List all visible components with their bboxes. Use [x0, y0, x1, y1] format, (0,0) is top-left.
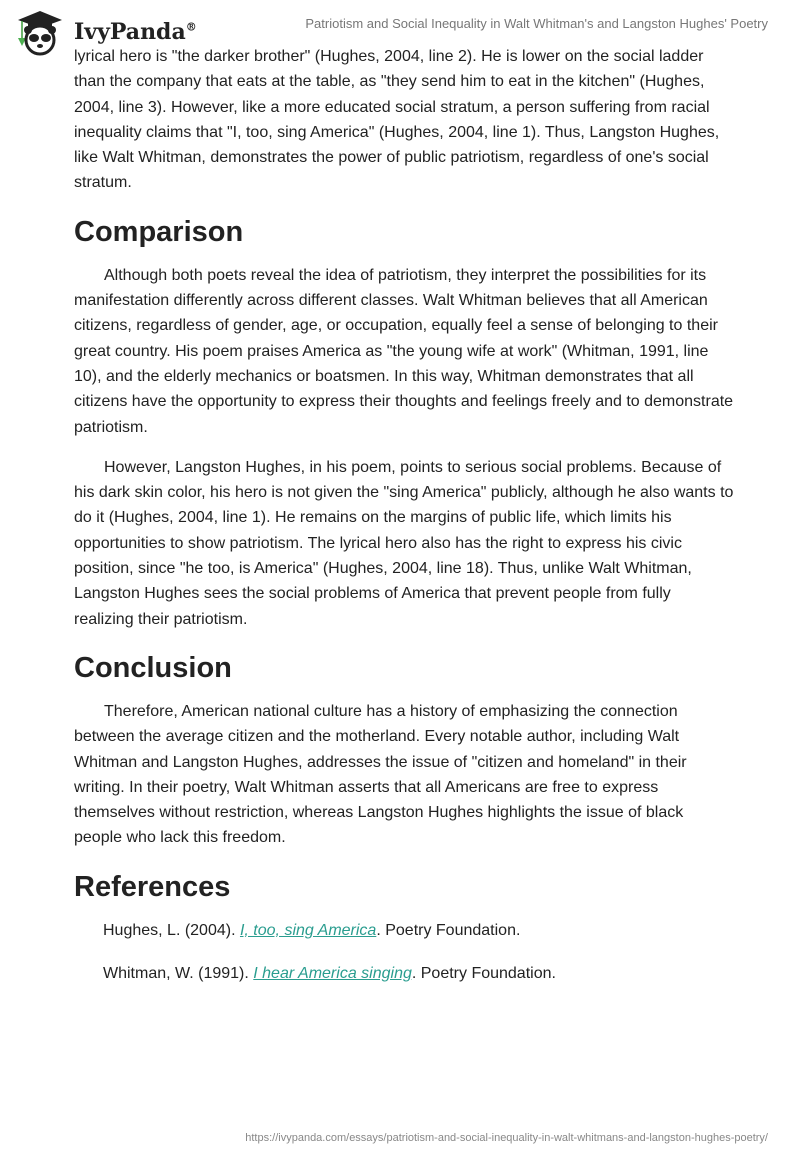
paragraph: Although both poets reveal the idea of patriotism, they interpret the possibilities for its manifestation differently across different classes. Walt Whitman believes that all American citizens, regardless of gender, age, or occupation, equally feel a sense of belonging to their great country. His poem praises America as "the young wife at work" (Whitman, 1991, line 10), and the elderly mechanics or boatsmen. In this way, Whitman demonstrates that all citizens have the opportunity to express their thoughts and feelings freely and to demonstrate patriotism.	[74, 266, 734, 436]
reference-link[interactable]: I, too, sing America	[239, 921, 377, 939]
essay-body	[74, 44, 734, 1004]
panda-graduate-icon	[14, 8, 66, 56]
reference-link[interactable]: I hear America singing	[253, 964, 412, 982]
paragraph: However, Langston Hughes, in his poem, points to serious social problems. Because of his dark skin color, his hero is not given the "sing America" publicly, although he also wants to do it (Hughes, 2004, line 1). He remains on the margins of public life, which limits his opportunities to show patriotism. The lyrical hero also has the right to express his civic position, since "he too, is America" (Hughes, 2004, line 18). Thus, unlike Walt Whitman, Langston Hughes sees the social problems of America that prevent people from fully realizing their patriotism.	[74, 458, 734, 628]
references-heading: References	[74, 870, 231, 903]
brand-name: IvyPanda®	[74, 19, 197, 45]
paragraph: Therefore, American national culture has a history of emphasizing the connection between the average citizen and the motherland. Every notable author, including Walt Whitman and Langston Hughes, addresses the issue of "citizen and homeland" in their writing. In their poetry, Walt Whitman asserts that all Americans are free to express themselves without restriction, whereas Langston Hughes highlights the issue of black people who lack this freedom.	[74, 702, 687, 847]
comparison-heading: Comparison	[74, 215, 244, 248]
conclusion-heading: Conclusion	[74, 651, 232, 684]
footer-url: https://ivypanda.com/essays/patriotism-and-social-inequality-in-walt-whitmans-and-langston-hughes-poetry/	[245, 1132, 768, 1144]
reference-item: Hughes, L. (2004). I, too, sing America. Poetry Foundation.	[103, 921, 521, 939]
intro-paragraph: lyrical hero is "the darker brother" (Hughes, 2004, line 2). He is lower on the social ladder than the company that eats at the table, as "they send him to eat in the kitchen" (Hughes, 2004, line 3). However, like a more educated social stratum, a person suffering from racial inequality claims that "I, too, sing America" (Hughes, 2004, line 1). Thus, Langston Hughes, like Walt Whitman, demonstrates the power of public patriotism, regardless of one's social stratum.	[74, 48, 720, 192]
document-title: Patriotism and Social Inequality in Walt Whitman's and Langston Hughes' Poetry	[305, 16, 768, 31]
reference-item: Whitman, W. (1991). I hear America singing. Poetry Foundation.	[103, 964, 556, 982]
